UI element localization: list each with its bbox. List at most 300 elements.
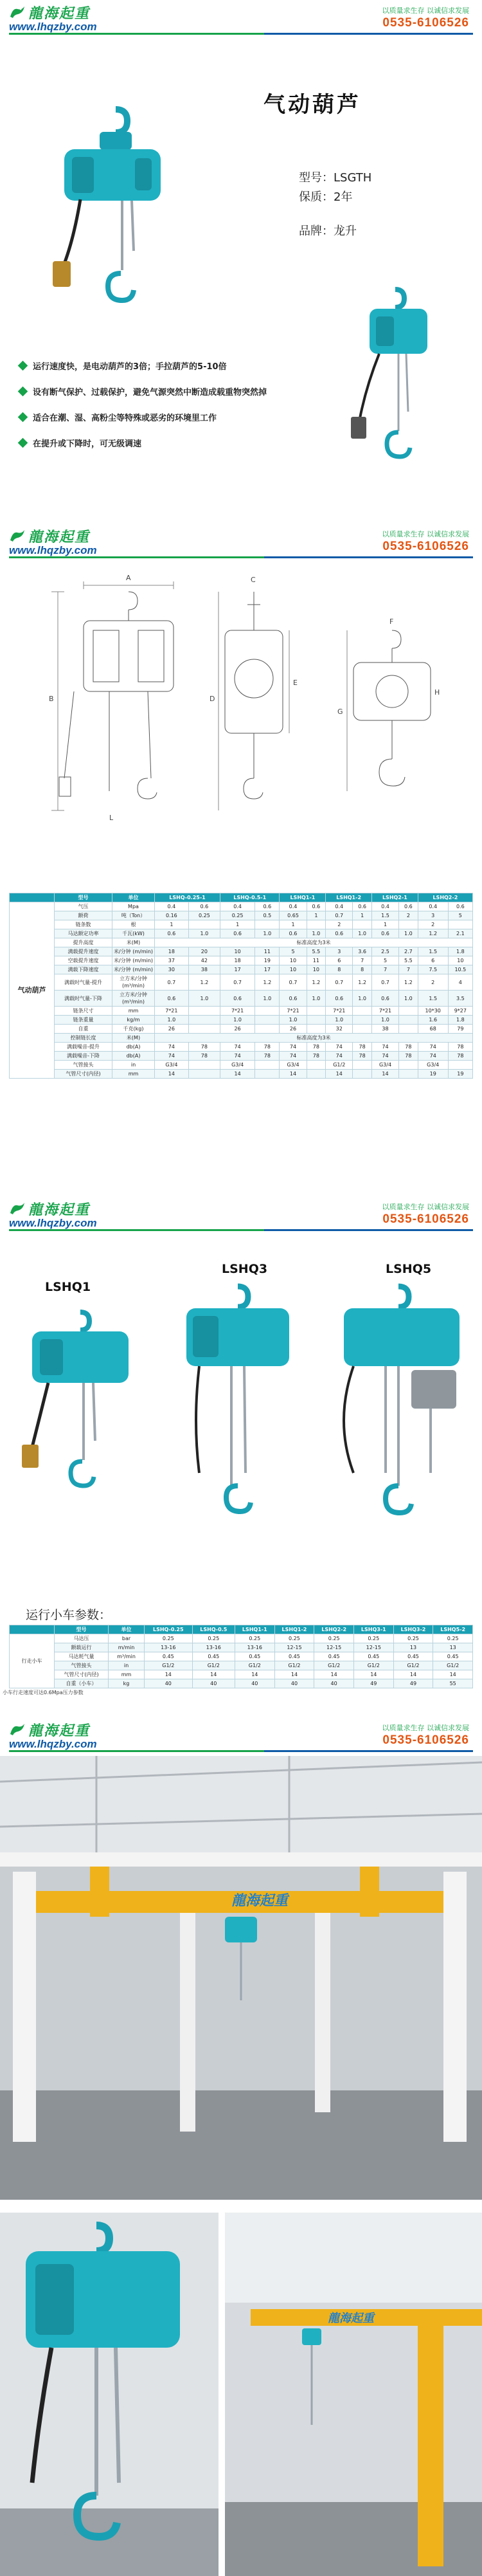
table-cell: 0.6 bbox=[188, 902, 220, 911]
table-header: LSHQ-0.5-1 bbox=[220, 893, 280, 902]
table-cell: 9*27 bbox=[448, 1007, 472, 1016]
table-cell: 1.2 bbox=[307, 974, 326, 991]
table-cell bbox=[353, 920, 372, 929]
dim-label-A: A bbox=[126, 574, 131, 582]
table-cell: 1 bbox=[307, 911, 326, 920]
table-cell: 74 bbox=[155, 1043, 189, 1052]
feature-list bbox=[19, 352, 379, 455]
table-cell: 0.65 bbox=[280, 911, 307, 920]
table-cell: 满载噪音-下降 bbox=[55, 1052, 112, 1061]
brand-logo[interactable] bbox=[9, 1200, 90, 1217]
table-cell: 17 bbox=[220, 965, 255, 974]
hoist-photo-lshq5 bbox=[334, 1280, 469, 1531]
table-cell: 5.5 bbox=[399, 956, 418, 965]
table-cell bbox=[448, 920, 472, 929]
header-rule bbox=[9, 33, 473, 35]
table-cell bbox=[353, 1070, 372, 1079]
bullet-diamond-icon bbox=[18, 386, 28, 396]
feature-item: 设有断气保护、过载保护，避免气源突然中断造成载重物突然掉 bbox=[19, 378, 379, 404]
table-cell: 0.4 bbox=[220, 902, 255, 911]
table-cell bbox=[307, 1070, 326, 1079]
table-cell bbox=[399, 1070, 418, 1079]
table-cell: 1.0 bbox=[280, 1016, 307, 1025]
table-header: LSHQ3-1 bbox=[353, 1625, 393, 1634]
table-cell: 14 bbox=[326, 1070, 353, 1079]
table-cell: m/min bbox=[109, 1643, 145, 1652]
trolley-spec-table bbox=[9, 1625, 473, 1688]
table-cell: 5 bbox=[371, 956, 398, 965]
table-row bbox=[10, 991, 473, 1007]
feature-item: 在提升或下降时，可无级调速 bbox=[19, 430, 379, 455]
table-header: LSHQ2-2 bbox=[418, 893, 472, 902]
table-cell: 10.5 bbox=[448, 965, 472, 974]
table-cell: 1.5 bbox=[371, 911, 398, 920]
hoist-spec-table bbox=[9, 893, 473, 1079]
table-header: 型号 bbox=[55, 1625, 109, 1634]
table-cell: 1 bbox=[155, 920, 189, 929]
jib-beam-logo: 龍海起重 bbox=[328, 2312, 374, 2325]
website-url[interactable]: www.lhqzby.com bbox=[9, 21, 97, 33]
table-cell: 55 bbox=[433, 1679, 473, 1688]
table-row bbox=[10, 1634, 473, 1643]
table-cell bbox=[307, 1025, 326, 1034]
table-cell: 1.0 bbox=[307, 991, 326, 1007]
table-cell: 链条重量 bbox=[55, 1016, 112, 1025]
table-cell: 2.1 bbox=[448, 929, 472, 938]
table-cell: 18 bbox=[220, 956, 255, 965]
table-cell bbox=[353, 1061, 372, 1070]
table-cell: G1/2 bbox=[326, 1061, 353, 1070]
dragon-logo-icon bbox=[9, 529, 26, 543]
feature-item: 适合在潮、湿、高粉尘等特殊或恶劣的环境里工作 bbox=[19, 404, 379, 430]
table-cell: G3/4 bbox=[418, 1061, 448, 1070]
table-cell: 0.25 bbox=[274, 1634, 314, 1643]
trolley-title: 运行小车参数： bbox=[26, 1608, 112, 1622]
table-cell: 0.6 bbox=[155, 991, 189, 1007]
phone-number[interactable]: 0535-6106526 bbox=[382, 540, 469, 553]
table-cell: 10 bbox=[280, 956, 307, 965]
table-row bbox=[10, 1670, 473, 1679]
table-cell: 37 bbox=[155, 956, 189, 965]
website-url[interactable]: www.lhqzby.com bbox=[9, 1217, 97, 1229]
brand-logo[interactable] bbox=[9, 1721, 90, 1738]
table-header: LSHQ-0.5 bbox=[192, 1625, 235, 1634]
table-header-row bbox=[10, 893, 473, 902]
table-cell: 标准高度为3米 bbox=[155, 1034, 473, 1043]
table-cell: 0.6 bbox=[448, 902, 472, 911]
table-cell: 14 bbox=[314, 1670, 354, 1679]
table-cell: 0.25 bbox=[235, 1634, 274, 1643]
table-cell: G1/2 bbox=[145, 1661, 193, 1670]
brand-header bbox=[0, 524, 482, 560]
table-cell: 千瓦(kW) bbox=[112, 929, 155, 938]
table-cell: 0.6 bbox=[307, 902, 326, 911]
table-cell: 0.6 bbox=[255, 902, 280, 911]
table-cell: 6 bbox=[418, 956, 448, 965]
brand-header bbox=[0, 1196, 482, 1232]
table-cell: 14 bbox=[371, 1070, 398, 1079]
table-cell: kg/m bbox=[112, 1016, 155, 1025]
table-cell: 1.5 bbox=[418, 991, 448, 1007]
table-header: 单位 bbox=[109, 1625, 145, 1634]
table-cell: 满载下降速度 bbox=[55, 965, 112, 974]
table-cell: 3.5 bbox=[448, 991, 472, 1007]
table-cell: 26 bbox=[280, 1025, 307, 1034]
header-rule bbox=[9, 1750, 473, 1752]
phone-number[interactable]: 0535-6106526 bbox=[382, 16, 469, 30]
table-cell: 米/分钟 (m/min) bbox=[112, 956, 155, 965]
table-cell: 1 bbox=[353, 911, 372, 920]
table-cell: 链条数 bbox=[55, 920, 112, 929]
table-cell: 1.6 bbox=[418, 1016, 448, 1025]
table-cell: 0.45 bbox=[433, 1652, 473, 1661]
table-cell: 7 bbox=[353, 956, 372, 965]
table-cell: 0.4 bbox=[371, 902, 398, 911]
table-cell: 0.4 bbox=[280, 902, 307, 911]
table-cell: 1.5 bbox=[418, 947, 448, 956]
table-header: LSHQ1-2 bbox=[274, 1625, 314, 1634]
table-cell: 14 bbox=[433, 1670, 473, 1679]
table-cell: 0.6 bbox=[353, 902, 372, 911]
table-cell: 10 bbox=[307, 965, 326, 974]
hoist-photo-1 bbox=[39, 96, 199, 315]
table-row bbox=[10, 911, 473, 920]
table-cell: 马达耗气量 bbox=[55, 1652, 109, 1661]
table-cell: 0.6 bbox=[155, 929, 189, 938]
table-cell: 0.6 bbox=[220, 929, 255, 938]
table-cell bbox=[353, 1025, 372, 1034]
table-cell: db(A) bbox=[112, 1043, 155, 1052]
table-cell: 1.2 bbox=[353, 974, 372, 991]
table-cell: 10 bbox=[280, 965, 307, 974]
table-header-row bbox=[10, 1625, 473, 1634]
table-cell: 满载提升速度 bbox=[55, 947, 112, 956]
table-cell: 74 bbox=[371, 1052, 398, 1061]
table-row bbox=[10, 1025, 473, 1034]
table-cell: 0.6 bbox=[399, 902, 418, 911]
table-cell: 10 bbox=[220, 947, 255, 956]
table-cell: 19 bbox=[255, 956, 280, 965]
hoist-photo-lshq1 bbox=[13, 1306, 148, 1499]
table-cell: 千克(kg) bbox=[112, 1025, 155, 1034]
table-cell bbox=[307, 1016, 326, 1025]
phone-number[interactable]: 0535-6106526 bbox=[382, 1733, 469, 1747]
table-cell: 控制链长度 bbox=[55, 1034, 112, 1043]
table-cell: 3 bbox=[418, 911, 448, 920]
dim-label-E: E bbox=[293, 679, 298, 687]
table-cell: mm bbox=[109, 1670, 145, 1679]
table-cell: 气管尺寸(内径) bbox=[55, 1070, 112, 1079]
slogan: 以质量求生存 以诚信求发展 bbox=[382, 530, 469, 538]
table-header: LSHQ2-2 bbox=[314, 1625, 354, 1634]
table-cell: 7.5 bbox=[418, 965, 448, 974]
dim-label-D: D bbox=[210, 695, 215, 703]
table-cell: 0.6 bbox=[326, 929, 353, 938]
table-cell: 11 bbox=[255, 947, 280, 956]
table-cell: 0.6 bbox=[371, 991, 398, 1007]
table-row bbox=[10, 1007, 473, 1016]
table-cell bbox=[399, 1007, 418, 1016]
table-cell: 12-15 bbox=[274, 1643, 314, 1652]
table-cell: 49 bbox=[393, 1679, 433, 1688]
table-cell: 1.0 bbox=[188, 929, 220, 938]
dragon-logo-icon bbox=[9, 5, 26, 19]
table-cell: 0.25 bbox=[353, 1634, 393, 1643]
table-cell: 1.2 bbox=[255, 974, 280, 991]
table-cell: 40 bbox=[235, 1679, 274, 1688]
table-row bbox=[10, 1652, 473, 1661]
table-cell: 5 bbox=[448, 911, 472, 920]
logo-text: 龍海起重 bbox=[28, 1201, 91, 1218]
table-cell: 2 bbox=[418, 920, 448, 929]
table-row bbox=[10, 1043, 473, 1052]
table-cell: 8 bbox=[326, 965, 353, 974]
table-cell: 0.45 bbox=[145, 1652, 193, 1661]
table-row bbox=[10, 1070, 473, 1079]
table-cell: 满载时气量-提升 bbox=[55, 974, 112, 991]
table-cell: 14 bbox=[274, 1670, 314, 1679]
table-side-label: 气动葫芦 bbox=[10, 902, 55, 1079]
table-cell: G1/2 bbox=[274, 1661, 314, 1670]
table-cell: 78 bbox=[188, 1052, 220, 1061]
table-cell: 1 bbox=[280, 920, 307, 929]
table-cell: G3/4 bbox=[155, 1061, 189, 1070]
model-label-lshq1: LSHQ1 bbox=[45, 1280, 91, 1294]
table-cell: 0.6 bbox=[280, 929, 307, 938]
website-url[interactable]: www.lhqzby.com bbox=[9, 1738, 97, 1750]
table-header: 型号 bbox=[55, 893, 112, 902]
table-cell: 0.25 bbox=[220, 911, 255, 920]
table-cell: 立方米/分钟 (m³/min) bbox=[112, 991, 155, 1007]
table-cell bbox=[353, 1007, 372, 1016]
table-row bbox=[10, 974, 473, 991]
table-header-spacer bbox=[10, 1625, 55, 1634]
website-url[interactable]: www.lhqzby.com bbox=[9, 544, 97, 556]
table-cell: 7*21 bbox=[371, 1007, 398, 1016]
table-header: LSHQ1-1 bbox=[280, 893, 326, 902]
table-cell: 11 bbox=[307, 956, 326, 965]
table-cell: 74 bbox=[280, 1043, 307, 1052]
table-cell: 12-15 bbox=[314, 1643, 354, 1652]
table-cell: G1/2 bbox=[393, 1661, 433, 1670]
table-cell: 1 bbox=[371, 920, 398, 929]
table-cell: 7*21 bbox=[220, 1007, 255, 1016]
table-cell: 0.6 bbox=[280, 991, 307, 1007]
phone-number[interactable]: 0535-6106526 bbox=[382, 1212, 469, 1226]
table-cell: 74 bbox=[155, 1052, 189, 1061]
table-cell: 78 bbox=[255, 1052, 280, 1061]
table-cell: 满载时气量-下降 bbox=[55, 991, 112, 1007]
table-cell: 气管尺寸(内径) bbox=[55, 1670, 109, 1679]
table-cell bbox=[399, 920, 418, 929]
table-cell: 0.45 bbox=[393, 1652, 433, 1661]
table-cell: 7 bbox=[371, 965, 398, 974]
table-row bbox=[10, 902, 473, 911]
table-cell: 气压 bbox=[55, 902, 112, 911]
table-cell: 13 bbox=[393, 1643, 433, 1652]
bullet-diamond-icon bbox=[18, 412, 28, 422]
table-row bbox=[10, 956, 473, 965]
table-cell: 1.0 bbox=[255, 991, 280, 1007]
table-cell: 0.7 bbox=[280, 974, 307, 991]
table-cell: 1.2 bbox=[399, 974, 418, 991]
table-cell: 1.0 bbox=[399, 929, 418, 938]
table-cell: G1/2 bbox=[314, 1661, 354, 1670]
table-cell: 0.45 bbox=[274, 1652, 314, 1661]
table-cell: 78 bbox=[307, 1052, 326, 1061]
table-cell: 18 bbox=[155, 947, 189, 956]
table-cell: 38 bbox=[188, 965, 220, 974]
model-label-lshq3: LSHQ3 bbox=[222, 1262, 268, 1276]
table-cell: 40 bbox=[274, 1679, 314, 1688]
bullet-diamond-icon bbox=[18, 360, 28, 370]
dragon-logo-icon bbox=[9, 1201, 26, 1216]
table-cell bbox=[188, 920, 220, 929]
table-cell: 30 bbox=[155, 965, 189, 974]
table-cell: 米(M) bbox=[112, 938, 155, 947]
table-row bbox=[10, 1643, 473, 1652]
table-cell bbox=[255, 1016, 280, 1025]
table-cell: 0.25 bbox=[433, 1634, 473, 1643]
table-cell: 0.4 bbox=[418, 902, 448, 911]
table-cell: 标准高度为3米 bbox=[155, 938, 473, 947]
product-warranty: 保质：2年 bbox=[299, 190, 353, 204]
table-cell: 0.7 bbox=[220, 974, 255, 991]
table-row bbox=[10, 1034, 473, 1043]
factory-photo-crane bbox=[0, 1756, 482, 2200]
table-cell: 13-16 bbox=[145, 1643, 193, 1652]
table-cell: 79 bbox=[448, 1025, 472, 1034]
product-brand: 品牌：龙升 bbox=[299, 224, 357, 238]
table-cell bbox=[307, 920, 326, 929]
table-cell: 7 bbox=[399, 965, 418, 974]
factory-photo-jib-crane bbox=[225, 2213, 482, 2576]
table-cell: 0.25 bbox=[192, 1634, 235, 1643]
brand-header bbox=[0, 1717, 482, 1753]
table-cell: mm bbox=[112, 1007, 155, 1016]
table-cell: 78 bbox=[353, 1043, 372, 1052]
hoist-photo-lshq3 bbox=[174, 1280, 302, 1524]
table-cell: 0.6 bbox=[326, 991, 353, 1007]
table-cell: 3.6 bbox=[353, 947, 372, 956]
table-cell: 米/分钟 (m/min) bbox=[112, 947, 155, 956]
table-cell: m³/min bbox=[109, 1652, 145, 1661]
table-cell: 42 bbox=[188, 956, 220, 965]
dim-label-L: L bbox=[109, 814, 114, 822]
table-cell: 1.8 bbox=[448, 1016, 472, 1025]
table-cell: Mpa bbox=[112, 902, 155, 911]
table-cell: 2.5 bbox=[371, 947, 398, 956]
table-cell: 74 bbox=[220, 1052, 255, 1061]
table-cell: 0.25 bbox=[188, 911, 220, 920]
table-cell: bar bbox=[109, 1634, 145, 1643]
brand-logo[interactable] bbox=[9, 527, 90, 544]
table-header: LSHQ-0.25 bbox=[145, 1625, 193, 1634]
table-cell: 马达额定功率 bbox=[55, 929, 112, 938]
table-cell: 0.16 bbox=[155, 911, 189, 920]
brand-logo[interactable] bbox=[9, 4, 90, 21]
table-cell: 10 bbox=[448, 956, 472, 965]
crane-beam-logo: 龍海起重 bbox=[231, 1892, 289, 1909]
table-cell bbox=[307, 1061, 326, 1070]
model-label-lshq5: LSHQ5 bbox=[386, 1262, 432, 1276]
table-cell: 40 bbox=[145, 1679, 193, 1688]
table-cell: 13-16 bbox=[235, 1643, 274, 1652]
table-cell: 1.0 bbox=[399, 991, 418, 1007]
feature-item: 运行速度快，是电动葫芦的3倍；手拉葫芦的5-10倍 bbox=[19, 352, 379, 378]
table-cell bbox=[399, 1061, 418, 1070]
table-cell: G1/2 bbox=[353, 1661, 393, 1670]
table-cell: 2 bbox=[326, 920, 353, 929]
table-cell: 0.25 bbox=[314, 1634, 354, 1643]
dim-label-C: C bbox=[251, 576, 256, 584]
table-cell: 12-15 bbox=[353, 1643, 393, 1652]
table-cell: in bbox=[112, 1061, 155, 1070]
table-cell: 1 bbox=[220, 920, 255, 929]
table-cell: 14 bbox=[353, 1670, 393, 1679]
table-cell: 立方米/分钟 (m³/min) bbox=[112, 974, 155, 991]
table-cell bbox=[255, 1025, 280, 1034]
table-cell: 气管接头 bbox=[55, 1061, 112, 1070]
table-row bbox=[10, 1016, 473, 1025]
table-cell: 14 bbox=[235, 1670, 274, 1679]
table-cell: 0.6 bbox=[220, 991, 255, 1007]
table-cell: 0.45 bbox=[192, 1652, 235, 1661]
logo-text: 龍海起重 bbox=[28, 528, 91, 545]
table-cell: 1.2 bbox=[418, 929, 448, 938]
logo-text: 龍海起重 bbox=[28, 1722, 91, 1739]
table-cell: 1.0 bbox=[353, 991, 372, 1007]
table-cell: 5.5 bbox=[307, 947, 326, 956]
logo-text: 龍海起重 bbox=[28, 5, 91, 22]
table-cell: 26 bbox=[220, 1025, 255, 1034]
table-cell: G3/4 bbox=[220, 1061, 255, 1070]
table-cell: mm bbox=[112, 1070, 155, 1079]
table-cell: 0.25 bbox=[393, 1634, 433, 1643]
table-cell: 1.0 bbox=[326, 1016, 353, 1025]
table-row bbox=[10, 1061, 473, 1070]
table-cell bbox=[255, 1007, 280, 1016]
table-header: 单位 bbox=[112, 893, 155, 902]
table-cell: 7*21 bbox=[326, 1007, 353, 1016]
table-cell: 1.0 bbox=[155, 1016, 189, 1025]
table-cell: 74 bbox=[326, 1052, 353, 1061]
table-cell: 4 bbox=[448, 974, 472, 991]
table-cell: 14 bbox=[145, 1670, 193, 1679]
table-cell: db(A) bbox=[112, 1052, 155, 1061]
table-cell: kg bbox=[109, 1679, 145, 1688]
table-cell: 米(M) bbox=[112, 1034, 155, 1043]
table-cell bbox=[353, 1016, 372, 1025]
table-cell: 0.45 bbox=[353, 1652, 393, 1661]
table-header: LSHQ2-1 bbox=[371, 893, 418, 902]
table-cell: 78 bbox=[307, 1043, 326, 1052]
factory-photo-hoist-closeup bbox=[0, 2213, 219, 2576]
table-cell: 13 bbox=[433, 1643, 473, 1652]
table-cell: 1.0 bbox=[353, 929, 372, 938]
dim-label-B: B bbox=[49, 695, 54, 703]
table-cell: 17 bbox=[255, 965, 280, 974]
table-cell: 0.4 bbox=[155, 902, 189, 911]
table-cell bbox=[255, 1061, 280, 1070]
table-cell: 0.45 bbox=[235, 1652, 274, 1661]
table-cell bbox=[188, 1070, 220, 1079]
table-cell: 空载提升速度 bbox=[55, 956, 112, 965]
table-row bbox=[10, 929, 473, 938]
table-row bbox=[10, 920, 473, 929]
table-cell: 38 bbox=[371, 1025, 398, 1034]
table-cell bbox=[399, 1025, 418, 1034]
